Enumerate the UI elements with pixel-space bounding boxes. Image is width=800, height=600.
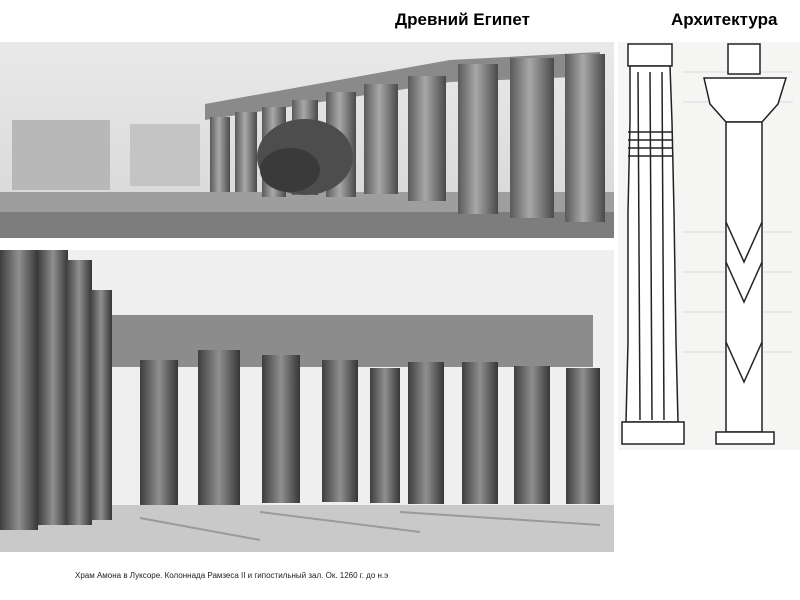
hypostyle-hall-photo (0, 250, 614, 552)
photo-caption: Храм Амона в Луксоре. Колоннада Рамзеса II и гипостильный зал. Ок. 1260 г. до н.э (75, 571, 389, 580)
luxor-colonnade-photo (0, 42, 614, 238)
slide-title-left: Древний Египет (395, 10, 530, 29)
slide-title-right: Архитектура (671, 10, 778, 29)
egyptian-columns-drawing (618, 42, 800, 450)
